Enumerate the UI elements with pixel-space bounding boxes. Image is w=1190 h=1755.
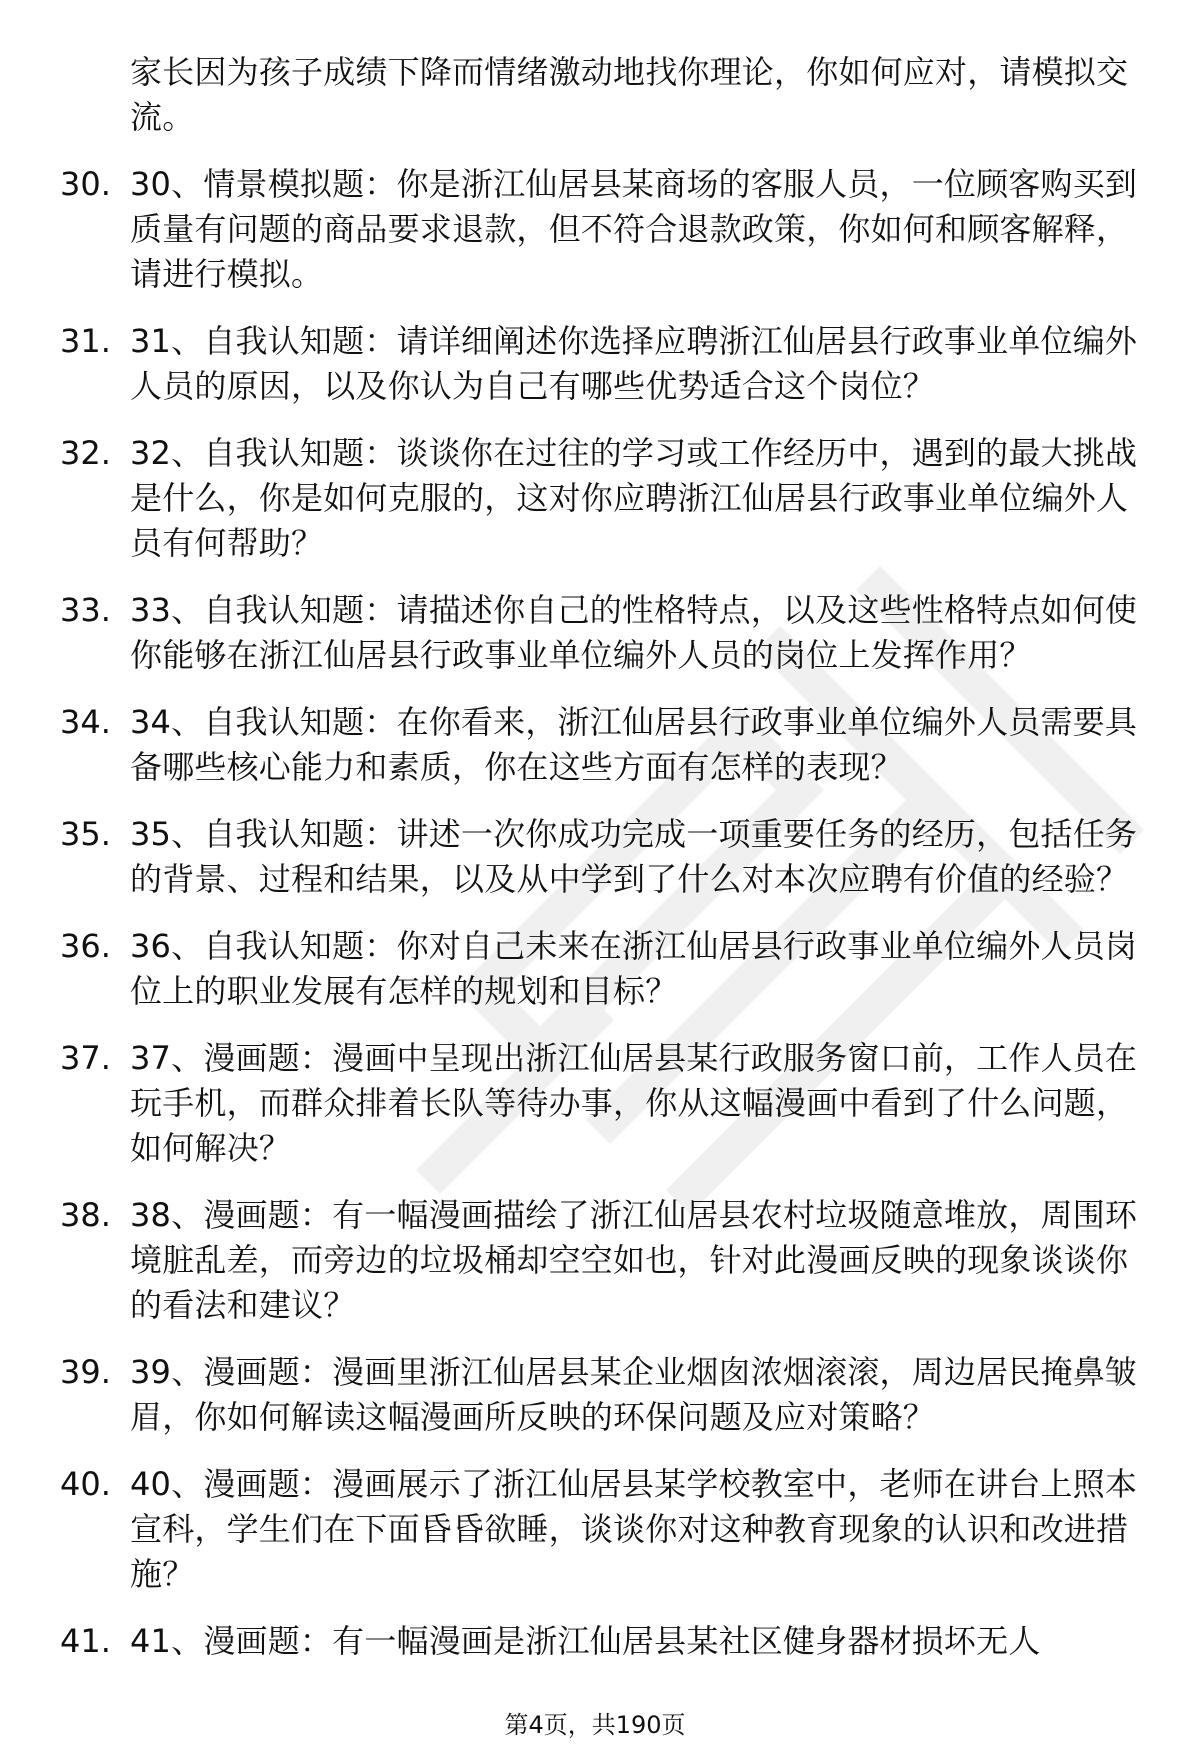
list-item-text: 38、漫画题：有一幅漫画描绘了浙江仙居县农村垃圾随意堆放，周围环境脏乱差，而旁边的垃圾桶却空空如也，针对此漫画反映的现象谈谈你的看法和建议？ — [130, 1196, 1138, 1324]
list-item — [60, 1462, 1160, 1597]
list-number: 35. — [60, 815, 111, 853]
list-item — [60, 588, 1160, 678]
list-number: 41. — [60, 1622, 111, 1660]
list-number: 33. — [60, 591, 111, 629]
list-number: 37. — [60, 1039, 111, 1077]
list-item — [60, 700, 1160, 790]
list-number: 40. — [60, 1465, 111, 1503]
list-item — [60, 319, 1160, 409]
list-item — [60, 1193, 1160, 1328]
list-item — [60, 812, 1160, 902]
list-item-text: 32、自我认知题：谈谈你在过往的学习或工作经历中，遇到的最大挑战是什么，你是如何克服的，这对你应聘浙江仙居县行政事业单位编外人员有何帮助？ — [130, 434, 1138, 562]
list-item-text: 30、情景模拟题：你是浙江仙居县某商场的客服人员，一位顾客购买到质量有问题的商品要求退款，但不符合退款政策，你如何和顾客解释，请进行模拟。 — [130, 165, 1138, 293]
list-number: 36. — [60, 927, 111, 965]
list-item-text: 36、自我认知题：你对自己未来在浙江仙居县行政事业单位编外人员岗位上的职业发展有怎样的规划和目标？ — [130, 927, 1138, 1010]
list-item — [60, 924, 1160, 1014]
list-item — [60, 1350, 1160, 1440]
list-item-text: 41、漫画题：有一幅漫画是浙江仙居县某社区健身器材损坏无人 — [130, 1622, 1041, 1660]
list-item-continuation — [60, 50, 1160, 140]
list-item-text: 39、漫画题：漫画里浙江仙居县某企业烟囱浓烟滚滚，周边居民掩鼻皱眉，你如何解读这幅漫画所反映的环保问题及应对策略？ — [130, 1353, 1138, 1436]
list-number: 30. — [60, 165, 111, 203]
list-number: 39. — [60, 1353, 111, 1391]
list-item-text: 31、自我认知题：请详细阐述你选择应聘浙江仙居县行政事业单位编外人员的原因，以及你认为自己有哪些优势适合这个岗位？ — [130, 322, 1138, 405]
list-item — [60, 1036, 1160, 1171]
question-list — [60, 50, 1160, 1686]
list-item-text: 35、自我认知题：讲述一次你成功完成一项重要任务的经历，包括任务的背景、过程和结果，以及从中学到了什么对本次应聘有价值的经验？ — [130, 815, 1138, 898]
list-item-text: 34、自我认知题：在你看来，浙江仙居县行政事业单位编外人员需要具备哪些核心能力和素质，你在这些方面有怎样的表现？ — [130, 703, 1138, 786]
list-item-text: 40、漫画题：漫画展示了浙江仙居县某学校教室中，老师在讲台上照本宣科，学生们在下面昏昏欲睡，谈谈你对这种教育现象的认识和改进措施？ — [130, 1465, 1138, 1593]
list-item — [60, 1619, 1160, 1664]
list-number: 31. — [60, 322, 111, 360]
list-item-text: 37、漫画题：漫画中呈现出浙江仙居县某行政服务窗口前，工作人员在玩手机，而群众排着长队等待办事，你从这幅漫画中看到了什么问题，如何解决？ — [130, 1039, 1138, 1167]
list-item-text: 33、自我认知题：请描述你自己的性格特点，以及这些性格特点如何使你能够在浙江仙居县行政事业单位编外人员的岗位上发挥作用？ — [130, 591, 1138, 674]
list-item — [60, 162, 1160, 297]
list-number: 38. — [60, 1196, 111, 1234]
list-item — [60, 431, 1160, 566]
page-footer: 第4页，共190页 — [504, 1711, 686, 1739]
list-item-text: 家长因为孩子成绩下降而情绪激动地找你理论，你如何应对，请模拟交流。 — [130, 53, 1129, 136]
list-number: 32. — [60, 434, 111, 472]
list-number: 34. — [60, 703, 111, 741]
